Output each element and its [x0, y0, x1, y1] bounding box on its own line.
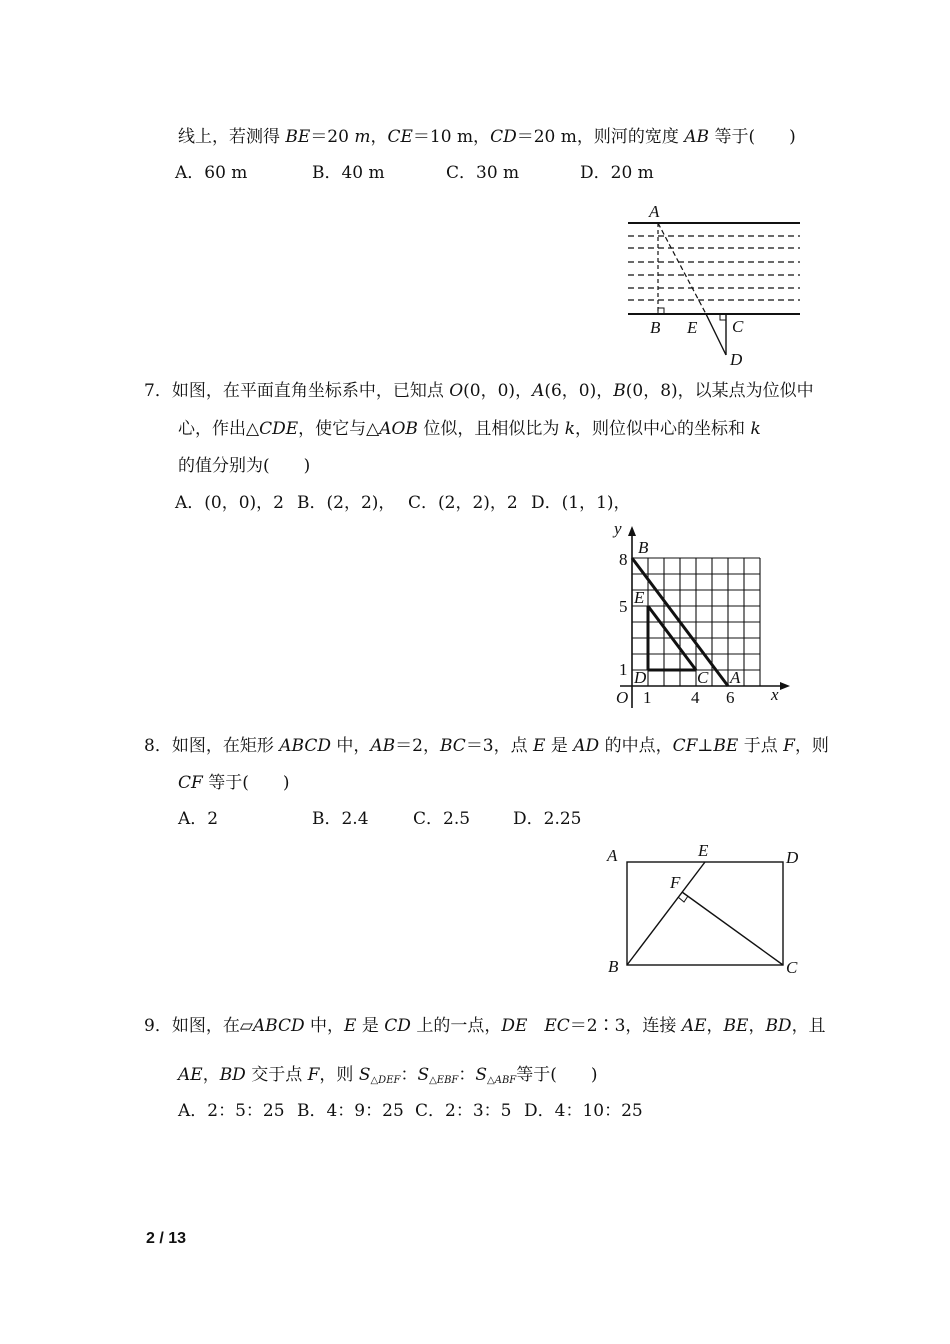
text: ⊥: [697, 736, 714, 756]
text: ，: [748, 1016, 766, 1036]
var: AB: [370, 736, 396, 756]
text: 交于点: [245, 1065, 308, 1085]
q9-stem-line-2: [178, 1064, 598, 1092]
text: ，则: [794, 736, 829, 756]
text: (0，0)，: [463, 381, 533, 401]
text: ＝3，点: [465, 736, 534, 756]
q8-option-a[interactable]: A．2: [178, 809, 219, 829]
q7-option-d[interactable]: D．(1，1)，: [531, 493, 631, 513]
text: ：: [400, 1065, 418, 1085]
q8-option-b[interactable]: B．2.4: [312, 809, 369, 829]
text: 位似，且相似比为: [417, 419, 565, 439]
var: CE: [387, 127, 413, 147]
text: (6，0)，: [544, 381, 614, 401]
subscript: △EBF: [429, 1075, 459, 1086]
label-d: D: [730, 350, 743, 369]
label-y: y: [614, 519, 622, 538]
var: DE: [501, 1016, 528, 1036]
label-x: x: [771, 685, 779, 704]
label-c: C: [732, 317, 744, 336]
var: O: [449, 381, 464, 401]
label-e: E: [634, 588, 645, 607]
text: 于点: [738, 736, 784, 756]
q8-stem-line-1: [144, 735, 829, 757]
text: ，: [202, 1065, 220, 1085]
river-water-lines: [628, 236, 800, 300]
text: ，且: [791, 1016, 826, 1036]
grid: [632, 558, 760, 686]
label-d: D: [634, 668, 647, 687]
q6-option-b[interactable]: B．40 m: [312, 163, 385, 183]
text: 如图，在平面直角坐标系中，已知点: [171, 381, 450, 401]
var: S: [358, 1065, 371, 1085]
text: ，: [370, 127, 388, 147]
q9-option-c[interactable]: C．2：3：5: [415, 1101, 512, 1121]
q7-option-b[interactable]: B．(2，2)，: [297, 493, 396, 513]
text: ：: [458, 1065, 476, 1085]
text: ，使它与△: [298, 419, 380, 439]
var: E: [344, 1016, 357, 1036]
var: BE: [723, 1016, 749, 1036]
var: AD: [573, 736, 600, 756]
label-b: B: [650, 318, 661, 337]
text: 心，作出△: [178, 419, 260, 439]
var: F: [783, 736, 795, 756]
q6-option-a[interactable]: A．60 m: [175, 163, 248, 183]
subscript: △DEF: [370, 1075, 401, 1086]
tick-4-x: 4: [691, 688, 700, 707]
var: BC: [439, 736, 466, 756]
var: AE: [178, 1065, 203, 1085]
text: 如图，在矩形: [171, 736, 280, 756]
q7-option-a[interactable]: A．(0，0)，2: [175, 493, 284, 513]
var: BE: [285, 127, 311, 147]
tick-1-y: 1: [619, 660, 628, 679]
q7-stem-line-3: [178, 455, 310, 477]
q9-stem-line-1: [144, 1015, 826, 1037]
x-axis-arrow: [780, 682, 790, 690]
text: ＝20 m，则河的宽度: [516, 127, 685, 147]
var: CF: [672, 736, 698, 756]
label-d: D: [786, 848, 799, 867]
q7-option-c[interactable]: C．(2，2)，2: [408, 493, 518, 513]
var: CD: [490, 127, 517, 147]
label-f: F: [670, 873, 681, 892]
text: ＝2，: [395, 736, 440, 756]
label-b: B: [608, 957, 619, 976]
text: 的值分别为( ): [178, 456, 311, 476]
text: ，则位似中心的坐标和: [575, 419, 751, 439]
label-c: C: [786, 958, 798, 977]
text: ＝2∶3，连接: [569, 1016, 682, 1036]
segment-cf: [682, 892, 783, 965]
q6-option-d[interactable]: D．20 m: [580, 163, 654, 183]
var: BE: [713, 736, 739, 756]
text: 等于( ): [202, 773, 290, 793]
q9-option-a[interactable]: A．2：5：25: [178, 1101, 285, 1121]
text: 中，: [304, 1016, 345, 1036]
q8-option-c[interactable]: C．2.5: [413, 809, 471, 829]
var: B: [613, 381, 626, 401]
text: [527, 1016, 544, 1036]
text: ，: [706, 1016, 724, 1036]
var: AE: [681, 1016, 707, 1036]
text: (0，8)，以某点为位似中: [625, 381, 814, 401]
var: AB: [684, 127, 710, 147]
text: ＝10 m，: [412, 127, 491, 147]
q7-stem-line-2: [178, 418, 761, 440]
var: CDE: [259, 419, 299, 439]
label-a: A: [607, 846, 618, 865]
label-c: C: [697, 668, 709, 687]
label-o: O: [616, 688, 629, 707]
var: BD: [765, 1016, 792, 1036]
question-number: 9．: [144, 1016, 172, 1036]
text: ，则: [319, 1065, 359, 1085]
var: BD: [219, 1065, 246, 1085]
text: 是: [545, 736, 574, 756]
text: 是: [356, 1016, 385, 1036]
label-e: E: [687, 318, 698, 337]
q6-river-figure: [620, 200, 810, 370]
var: CD: [384, 1016, 411, 1036]
text: 等于( ): [516, 1065, 598, 1085]
var: F: [307, 1065, 320, 1085]
q9-option-d[interactable]: D．4：10：25: [524, 1101, 643, 1121]
tick-8: 8: [619, 550, 628, 569]
var: AOB: [379, 419, 418, 439]
tick-5: 5: [619, 597, 628, 616]
question-number: 7．: [144, 381, 172, 401]
question-number: 8．: [144, 736, 172, 756]
text: 如图，在: [171, 1016, 240, 1036]
q7-stem-line-1: [144, 380, 814, 402]
rectangle-abcd: [627, 862, 783, 965]
var: CF: [178, 773, 203, 793]
var: ABCD: [279, 736, 331, 756]
tick-1-x: 1: [643, 688, 652, 707]
label-b: B: [638, 538, 649, 557]
page-number: 2 / 13: [146, 1230, 187, 1247]
right-angle-f: [678, 896, 688, 902]
label-a: A: [649, 202, 660, 221]
tick-6-x: 6: [726, 688, 735, 707]
var: S: [417, 1065, 430, 1085]
text: 等于( ): [709, 127, 796, 147]
q6-option-c[interactable]: C．30 m: [446, 163, 520, 183]
q9-option-b[interactable]: B．4：9：25: [297, 1101, 404, 1121]
label-a: A: [730, 668, 741, 687]
q6-stem-line: [178, 126, 796, 148]
var: ABCD: [252, 1016, 305, 1036]
var: S: [475, 1065, 488, 1085]
q8-stem-line-2: [178, 772, 289, 794]
text: 的中点，: [599, 736, 673, 756]
q8-rectangle-figure: [600, 840, 810, 985]
text: 中，: [330, 736, 371, 756]
q7-grid-figure: [600, 518, 800, 718]
var: m: [354, 127, 371, 147]
parallelogram-symbol: ▱: [239, 1016, 253, 1036]
var: E: [533, 736, 546, 756]
text: 上的一点，: [410, 1016, 502, 1036]
text: ＝20: [310, 127, 355, 147]
var: EC: [544, 1016, 570, 1036]
var: k: [564, 419, 576, 439]
text: 线上，若测得: [178, 127, 286, 147]
label-e: E: [698, 841, 709, 860]
var: k: [750, 419, 761, 439]
subscript: △ABF: [487, 1075, 517, 1086]
segment-be: [627, 862, 705, 965]
q8-option-d[interactable]: D．2.25: [513, 809, 582, 829]
var: A: [532, 381, 545, 401]
y-axis-arrow: [628, 526, 636, 536]
